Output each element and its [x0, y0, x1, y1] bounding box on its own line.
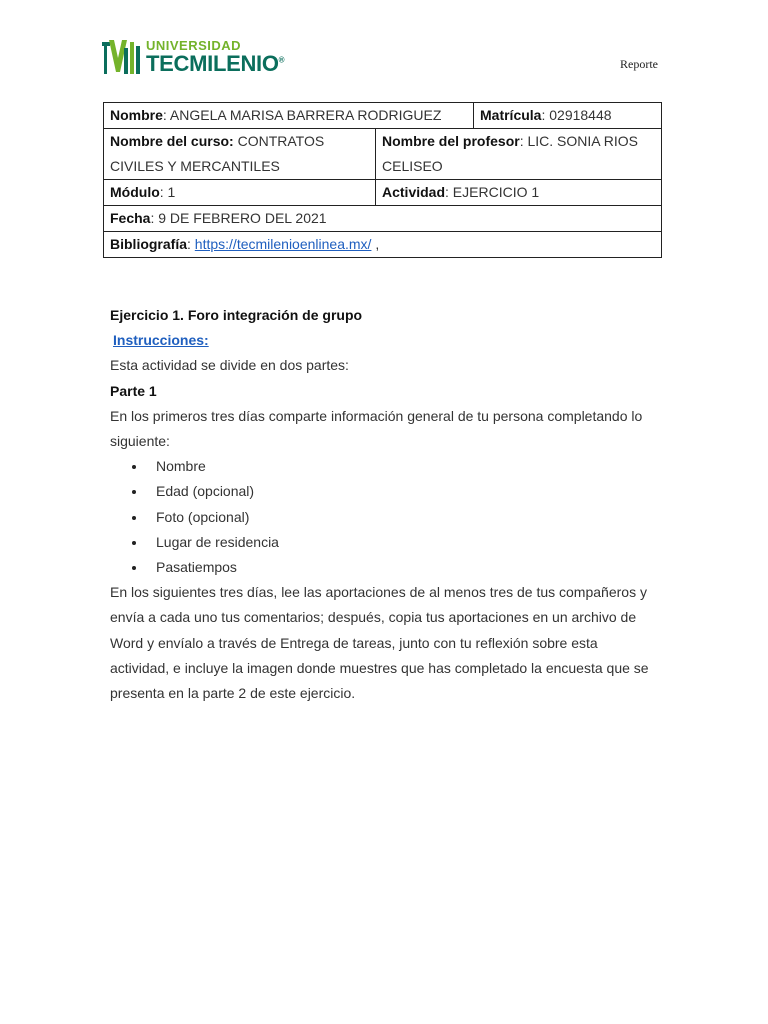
curso-value: CONTRATOS CIVILES Y MERCANTILES — [110, 133, 325, 174]
bibliografia-cell — [104, 232, 662, 258]
matricula-label: Matrícula — [480, 107, 542, 123]
report-label: Reporte — [620, 57, 658, 71]
profesor-value: : LIC. SONIA RIOS CELISEO — [382, 133, 638, 174]
actividad-value: : EJERCICIO 1 — [445, 184, 540, 200]
bibliografia-colon: : — [187, 236, 195, 252]
fecha-label: Fecha — [110, 210, 151, 226]
logo-text-tecmilenio — [146, 51, 284, 77]
curso-label: Nombre del curso: — [110, 133, 234, 149]
bullet-list — [110, 454, 655, 580]
modulo-label: Módulo — [110, 184, 160, 200]
matricula-cell — [474, 103, 662, 129]
instructions-heading: Instrucciones: — [113, 332, 209, 349]
modulo-cell — [104, 180, 376, 206]
list-item: Pasatiempos — [110, 555, 655, 580]
logo-text-universidad: UNIVERSIDAD — [146, 38, 242, 53]
part1-title: Parte 1 — [110, 382, 157, 399]
profesor-cell — [376, 129, 662, 180]
table-row — [104, 103, 662, 129]
nombre-cell — [104, 103, 474, 129]
logo-wordmark: TECMILENIO — [146, 51, 279, 76]
list-item: Nombre — [110, 454, 655, 479]
tecmilenio-logo-icon — [100, 38, 142, 76]
modulo-value: : 1 — [159, 184, 176, 200]
profesor-label: Nombre del profesor — [382, 133, 520, 149]
exercise-body — [110, 303, 655, 706]
table-row — [104, 206, 662, 232]
actividad-cell — [376, 180, 662, 206]
actividad-label: Actividad — [382, 184, 446, 200]
table-row — [104, 232, 662, 258]
list-item: Foto (opcional) — [110, 505, 655, 530]
intro-text: Esta actividad se divide en dos partes: — [110, 357, 349, 374]
list-item: Lugar de residencia — [110, 530, 655, 555]
registered-mark: ® — [278, 55, 285, 65]
list-item: Edad (opcional) — [110, 479, 655, 504]
nombre-value: : ANGELA MARISA BARRERA RODRIGUEZ — [162, 107, 442, 123]
fecha-value: : 9 DE FEBRERO DEL 2021 — [150, 210, 327, 226]
bibliografia-label: Bibliografía — [110, 236, 188, 252]
bibliografia-suffix: , — [371, 236, 380, 252]
instructions-line — [110, 328, 655, 353]
matricula-value: : 02918448 — [541, 107, 612, 123]
university-logo — [100, 36, 290, 80]
table-row — [104, 129, 662, 180]
table-row — [104, 180, 662, 206]
bibliografia-link[interactable]: https://tecmilenioenlinea.mx/ — [194, 236, 372, 252]
student-info-table — [103, 102, 662, 258]
instructions-paragraph: En los siguientes tres días, lee las aportaciones de al menos tres de tus compañeros y envía a cada uno tus comentarios; después, copia tus aportaciones en un archivo de Word y envíalo a través de Entrega de tareas, junto con tu reflexión sobre esta actividad, e incluye la imagen donde muestres que has completado la encuesta que se presenta en la parte 2 de este ejercicio. — [110, 584, 649, 702]
exercise-title: Ejercicio 1. Foro integración de grupo — [110, 307, 363, 323]
part1-text: En los primeros tres días comparte información general de tu persona completando lo siguiente: — [110, 407, 643, 450]
nombre-label: Nombre — [110, 107, 163, 123]
fecha-cell — [104, 206, 662, 232]
curso-cell — [104, 129, 376, 180]
